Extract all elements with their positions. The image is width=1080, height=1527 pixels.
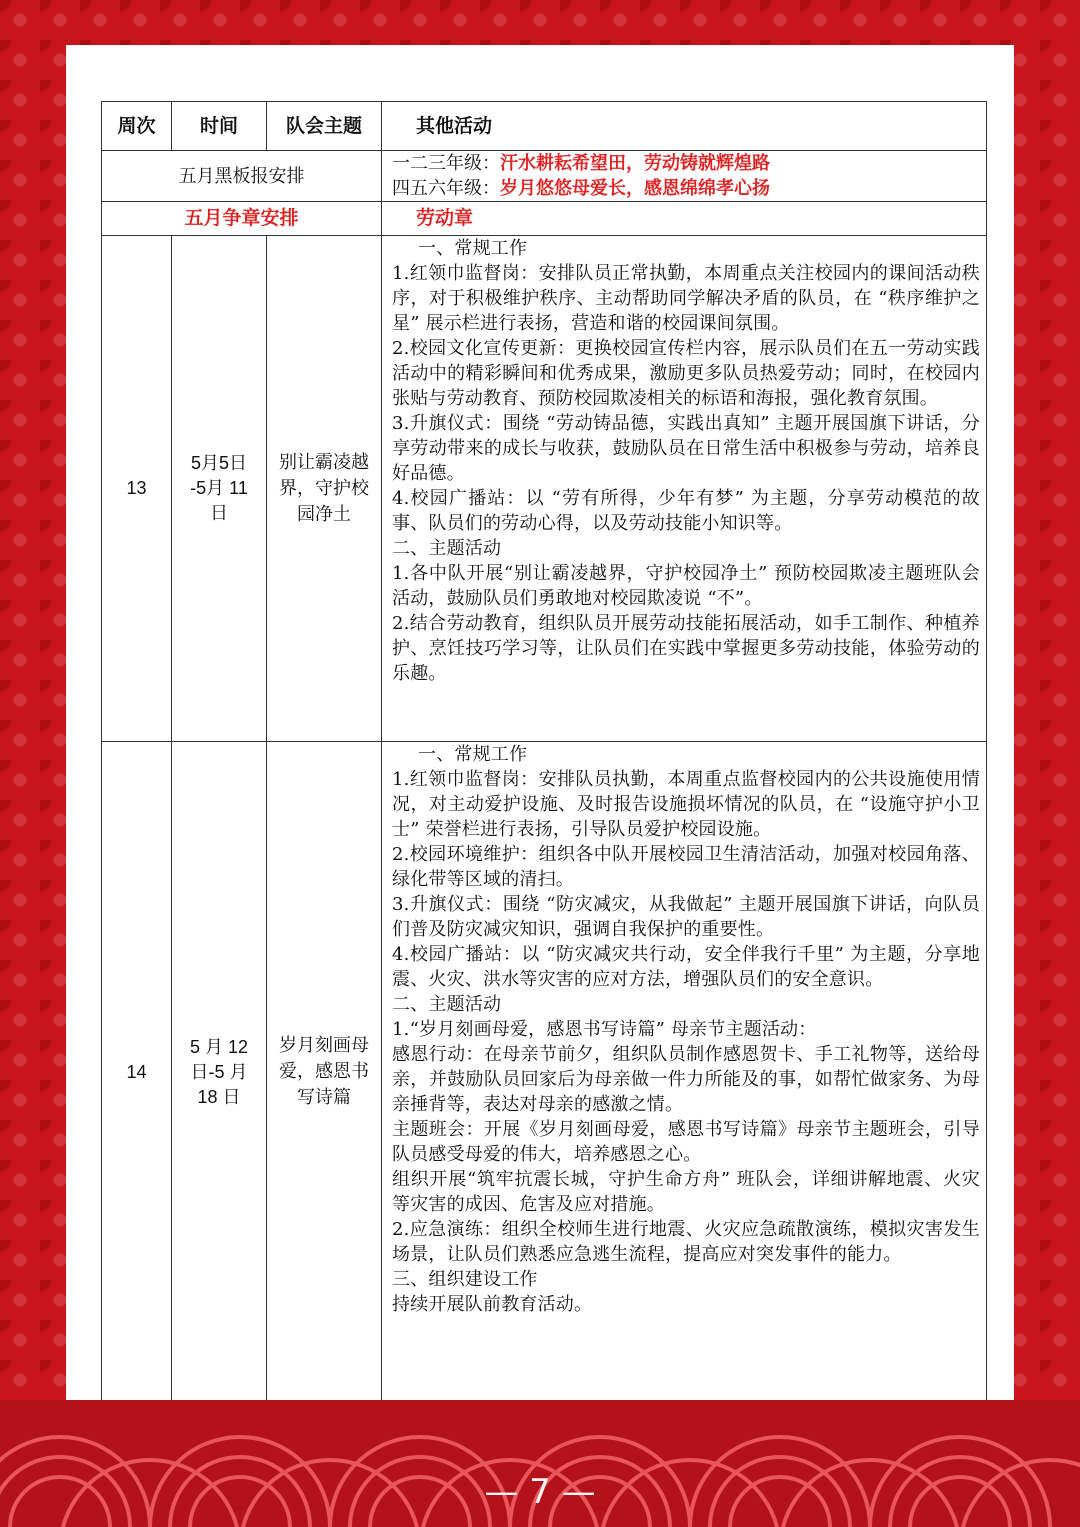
blackboard-content bbox=[382, 151, 987, 202]
other-activities bbox=[382, 742, 987, 1403]
blackboard-line1-text: 汗水耕耘希望田，劳动铸就辉煌路 bbox=[500, 153, 770, 174]
table-row-week-14 bbox=[102, 742, 987, 1403]
activity-paragraph: 组织开展“筑牢抗震长城，守护生命方舟” 班队会，详细讲解地震、火灾等灾害的成因、危害及应对措施。 bbox=[392, 1169, 980, 1215]
activity-paragraph: 2.校园环境维护：组织各中队开展校园卫生清洁活动，加强对校园角落、绿化带等区域的清扫。 bbox=[392, 844, 980, 890]
section-heading: 三、组织建设工作 bbox=[392, 1269, 538, 1290]
blackboard-row bbox=[102, 151, 987, 202]
activity-plan-table bbox=[101, 101, 987, 1403]
badge-row bbox=[102, 202, 987, 236]
other-activities bbox=[382, 236, 987, 742]
activity-paragraph: 2.校园文化宣传更新：更换校园宣传栏内容，展示队员们在五一劳动实践活动中的精彩瞬间和优秀成果，激励更多队员热爱劳动；同时，在校园内张贴与劳动教育、预防校园欺凌相关的标语和海报，强化教育氛围。 bbox=[392, 338, 980, 409]
section-heading: 一、常规工作 bbox=[418, 744, 528, 765]
activity-paragraph: 4.校园广播站：以 “劳有所得，少年有梦” 为主题，分享劳动模范的故事、队员们的劳动心得，以及劳动技能小知识等。 bbox=[392, 488, 980, 534]
activity-paragraph: 2.结合劳动教育，组织队员开展劳动技能拓展活动，如手工制作、种植养护、烹饪技巧学习等，让队员们在实践中掌握更多劳动技能，体验劳动的乐趣。 bbox=[392, 613, 980, 684]
week-dates bbox=[172, 236, 267, 742]
badge-label: 五月争章安排 bbox=[102, 202, 382, 236]
date-line: -5月 11 bbox=[190, 478, 248, 498]
date-line: 日-5 月 bbox=[190, 1061, 248, 1082]
table-row-week-13 bbox=[102, 236, 987, 742]
header-time: 时间 bbox=[172, 102, 267, 151]
table-header-row bbox=[102, 102, 987, 151]
activity-paragraph: 持续开展队前教育活动。 bbox=[392, 1294, 593, 1315]
meeting-theme: 岁月刻画母爱，感恩书写诗篇 bbox=[267, 742, 382, 1403]
blackboard-line2-prefix: 四五六年级： bbox=[392, 178, 500, 199]
badge-value: 劳动章 bbox=[382, 202, 987, 236]
activity-paragraph: 1.“岁月刻画母爱，感恩书写诗篇” 母亲节主题活动： bbox=[392, 1019, 817, 1040]
activity-paragraph: 3.升旗仪式：围绕 “防灾减灾，从我做起” 主题开展国旗下讲话，向队员们普及防灾减灾知识，强调自我保护的重要性。 bbox=[392, 894, 980, 940]
header-theme: 队会主题 bbox=[267, 102, 382, 151]
date-line: 5月5日 bbox=[190, 453, 248, 473]
activity-paragraph: 4.校园广播站：以 “防灾减灾共行动，安全伴我行千里” 为主题，分享地震、火灾、洪水等灾害的应对方法，增强队员们的安全意识。 bbox=[392, 944, 980, 990]
week-number: 14 bbox=[102, 742, 172, 1403]
date-line: 日 bbox=[210, 503, 228, 523]
blackboard-label: 五月黑板报安排 bbox=[102, 151, 382, 202]
blackboard-line1-prefix: 一二三年级： bbox=[392, 153, 500, 174]
activity-paragraph: 2.应急演练：组织全校师生进行地震、火灾应急疏散演练，模拟灾害发生场景，让队员们熟悉应急逃生流程，提高应对突发事件的能力。 bbox=[392, 1219, 980, 1265]
section-heading: 二、主题活动 bbox=[392, 994, 502, 1015]
activity-paragraph: 感恩行动：在母亲节前夕，组织队员制作感恩贺卡、手工礼物等，送给母亲，并鼓励队员回家后为母亲做一件力所能及的事，如帮忙做家务、为母亲捶背等，表达对母亲的感激之情。 bbox=[392, 1044, 980, 1115]
section-heading: 二、主题活动 bbox=[392, 538, 502, 559]
date-line: 18 日 bbox=[197, 1086, 241, 1107]
activity-paragraph: 1.红领巾监督岗：安排队员正常执勤，本周重点关注校园内的课间活动秩序，对于积极维护秩序、主动帮助同学解决矛盾的队员，在 “秩序维护之星” 展示栏进行表扬，营造和谐的校园课间氛围。 bbox=[392, 263, 980, 334]
page-number: — 7 — bbox=[484, 1472, 596, 1512]
date-line: 5 月 12 bbox=[189, 1036, 249, 1057]
blackboard-line2-text: 岁月悠悠母爱长，感恩绵绵孝心扬 bbox=[500, 178, 770, 199]
week-dates bbox=[172, 742, 267, 1403]
section-heading: 一、常规工作 bbox=[418, 238, 528, 259]
header-week: 周次 bbox=[102, 102, 172, 151]
activity-paragraph: 1.红领巾监督岗：安排队员执勤，本周重点监督校园内的公共设施使用情况，对主动爱护设施、及时报告设施损坏情况的队员，在 “设施守护小卫士” 荣誉栏进行表扬，引导队员爱护校园设施。 bbox=[392, 769, 980, 840]
activity-paragraph: 1.各中队开展“别让霸凌越界，守护校园净土” 预防校园欺凌主题班队会活动，鼓励队员们勇敢地对校园欺凌说 “不”。 bbox=[392, 563, 980, 609]
activity-paragraph: 主题班会：开展《岁月刻画母爱，感恩书写诗篇》母亲节主题班会，引导队员感受母爱的伟大，培养感恩之心。 bbox=[392, 1119, 980, 1165]
meeting-theme: 别让霸凌越界，守护校园净土 bbox=[267, 236, 382, 742]
header-other: 其他活动 bbox=[382, 102, 987, 151]
activity-paragraph: 3.升旗仪式：围绕 “劳动铸品德，实践出真知” 主题开展国旗下讲话，分享劳动带来的成长与收获，鼓励队员在日常生活中积极参与劳动，培养良好品德。 bbox=[392, 413, 980, 484]
week-number: 13 bbox=[102, 236, 172, 742]
